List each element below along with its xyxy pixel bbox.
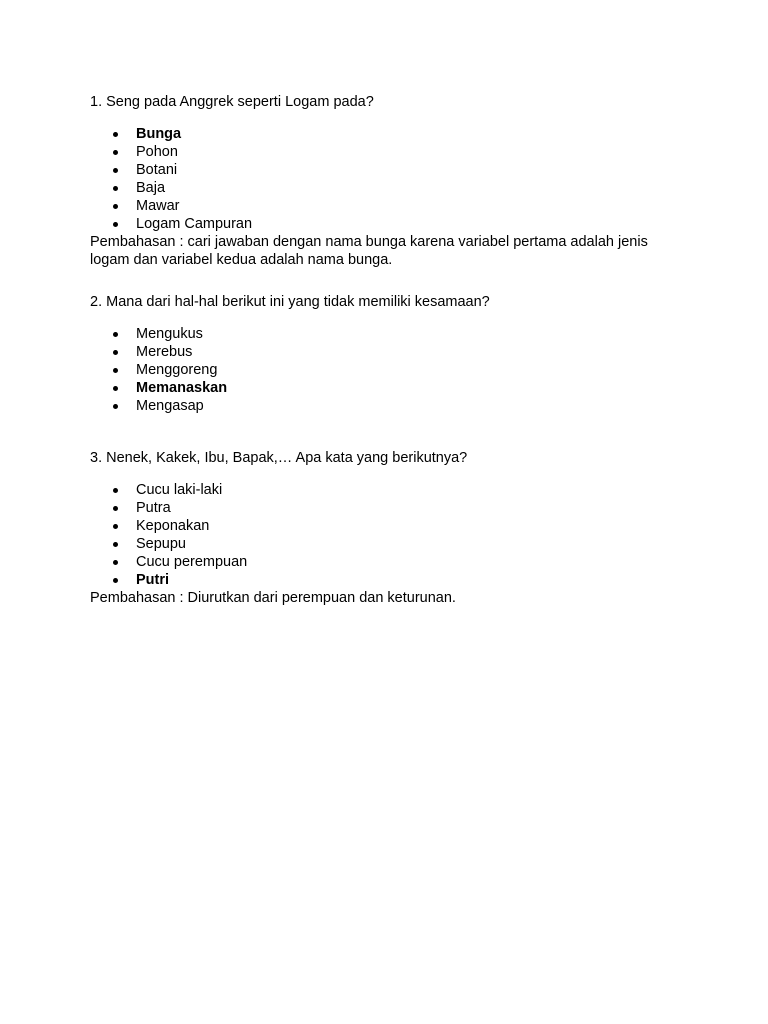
option-label: Memanaskan xyxy=(136,380,228,396)
bullet-icon xyxy=(113,332,118,337)
option-item xyxy=(90,397,690,415)
option-label: Keponakan xyxy=(136,518,210,534)
option-label: Putra xyxy=(136,500,171,516)
option-item xyxy=(90,361,690,379)
option-item xyxy=(90,499,690,517)
option-label: Mawar xyxy=(136,198,180,214)
bullet-icon xyxy=(113,132,118,137)
question-text: 2. Mana dari hal-hal berikut ini yang tidak memiliki kesamaan? xyxy=(90,294,490,310)
option-item xyxy=(90,517,690,535)
option-list xyxy=(90,481,690,589)
bullet-icon xyxy=(113,368,118,373)
bullet-icon xyxy=(113,386,118,391)
question-2 xyxy=(90,293,690,415)
option-label: Baja xyxy=(136,180,166,196)
document-body xyxy=(90,93,690,607)
option-item xyxy=(90,325,690,343)
option-list xyxy=(90,125,690,233)
bullet-icon xyxy=(113,560,118,565)
bullet-icon xyxy=(113,542,118,547)
bullet-icon xyxy=(113,578,118,583)
option-label: Logam Campuran xyxy=(136,216,253,232)
explanation-text: Pembahasan : cari jawaban dengan nama bunga karena variabel pertama adalah jenis logam dan variabel kedua adalah nama bunga. xyxy=(90,234,648,268)
bullet-icon xyxy=(113,350,118,355)
bullet-icon xyxy=(113,488,118,493)
question-text: 1. Seng pada Anggrek seperti Logam pada? xyxy=(90,94,374,110)
option-item xyxy=(90,535,690,553)
question-3 xyxy=(90,449,690,607)
option-item xyxy=(90,343,690,361)
question-text: 3. Nenek, Kakek, Ibu, Bapak,… Apa kata yang berikutnya? xyxy=(90,450,468,466)
option-label: Pohon xyxy=(136,144,178,160)
bullet-icon xyxy=(113,506,118,511)
option-item xyxy=(90,125,690,143)
option-list xyxy=(90,325,690,415)
bullet-icon xyxy=(113,524,118,529)
option-item xyxy=(90,571,690,589)
option-label: Sepupu xyxy=(136,536,186,552)
option-item xyxy=(90,179,690,197)
option-label: Cucu perempuan xyxy=(136,554,248,570)
bullet-icon xyxy=(113,404,118,409)
option-item xyxy=(90,197,690,215)
option-label: Mengasap xyxy=(136,398,204,414)
option-item xyxy=(90,481,690,499)
option-label: Putri xyxy=(136,572,170,588)
option-label: Mengukus xyxy=(136,326,203,342)
question-1 xyxy=(90,93,690,269)
option-label: Bunga xyxy=(136,126,182,142)
option-label: Menggoreng xyxy=(136,362,218,378)
option-item xyxy=(90,379,690,397)
option-label: Cucu laki-laki xyxy=(136,482,223,498)
option-item xyxy=(90,161,690,179)
explanation-text: Pembahasan : Diurutkan dari perempuan dan keturunan. xyxy=(90,590,456,606)
option-item xyxy=(90,553,690,571)
bullet-icon xyxy=(113,204,118,209)
option-label: Botani xyxy=(136,162,178,178)
option-label: Merebus xyxy=(136,344,193,360)
option-item xyxy=(90,143,690,161)
option-item xyxy=(90,215,690,233)
bullet-icon xyxy=(113,168,118,173)
bullet-icon xyxy=(113,150,118,155)
bullet-icon xyxy=(113,186,118,191)
bullet-icon xyxy=(113,222,118,227)
